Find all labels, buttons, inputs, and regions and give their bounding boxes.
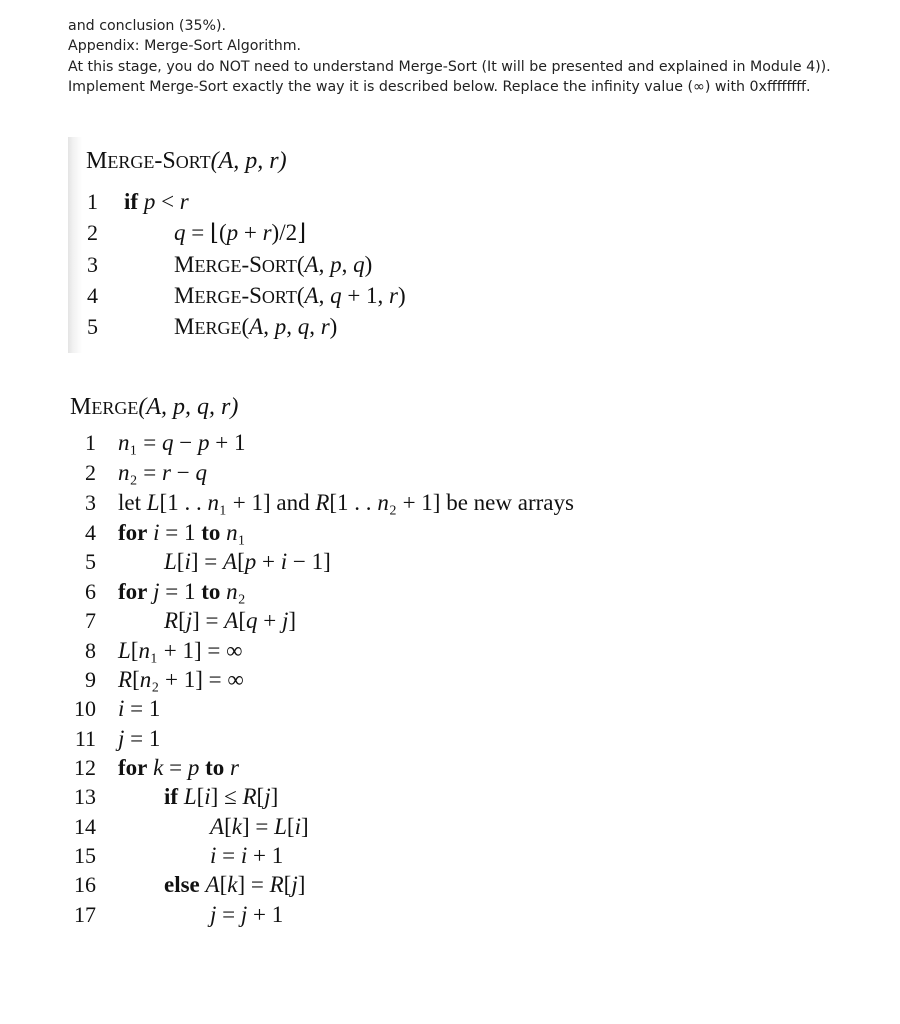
code-text: let L[1 . . n₁ + 1] and R[1 . . n₂ + 1] be new arrays xyxy=(118,490,574,515)
code-text: n₂ = r − q xyxy=(118,460,207,485)
code-text: MERGE-SORT(A, q + 1, r) xyxy=(174,283,406,308)
code-text: if p < r xyxy=(124,189,189,214)
intro-line-3: At this stage, you do NOT need to understand Merge-Sort (It will be presented and explained in Module 4)). xyxy=(68,58,831,75)
code-text: i = 1 xyxy=(118,696,161,721)
code-text: L[n₁ + 1] = ∞ xyxy=(118,638,243,663)
intro-text xyxy=(68,16,831,97)
code-text: if L[i] ≤ R[j] xyxy=(164,784,279,809)
code-text: for i = 1 to n₁ xyxy=(118,520,246,545)
code-text: i = i + 1 xyxy=(210,843,284,868)
code-text: j = j + 1 xyxy=(210,902,284,927)
merge-sort-title: MERGE-SORT(A, p, r) xyxy=(86,148,287,174)
intro-line-2: Appendix: Merge-Sort Algorithm. xyxy=(68,38,302,55)
code-text: MERGE(A, p, q, r) xyxy=(174,314,338,339)
code-text: for j = 1 to n₂ xyxy=(118,579,246,604)
code-text: R[n₂ + 1] = ∞ xyxy=(118,667,244,692)
code-text: else A[k] = R[j] xyxy=(164,872,306,897)
code-text: L[i] = A[p + i − 1] xyxy=(164,549,331,574)
code-text: A[k] = L[i] xyxy=(210,814,309,839)
code-text: for k = p to r xyxy=(118,755,239,780)
code-text: q = ⌊(p + r)/2⌋ xyxy=(174,220,307,245)
intro-line-1: and conclusion (35%). xyxy=(68,18,227,34)
code-text: MERGE-SORT(A, p, q) xyxy=(174,252,373,277)
code-text: n₁ = q − p + 1 xyxy=(118,430,246,455)
intro-line-4: Implement Merge-Sort exactly the way it is described below. Replace the infinity value (∞) with 0xffffffff. xyxy=(68,78,811,95)
code-text: R[j] = A[q + j] xyxy=(164,608,297,633)
code-text: j = 1 xyxy=(118,726,161,751)
merge-title: MERGE(A, p, q, r) xyxy=(70,394,239,420)
